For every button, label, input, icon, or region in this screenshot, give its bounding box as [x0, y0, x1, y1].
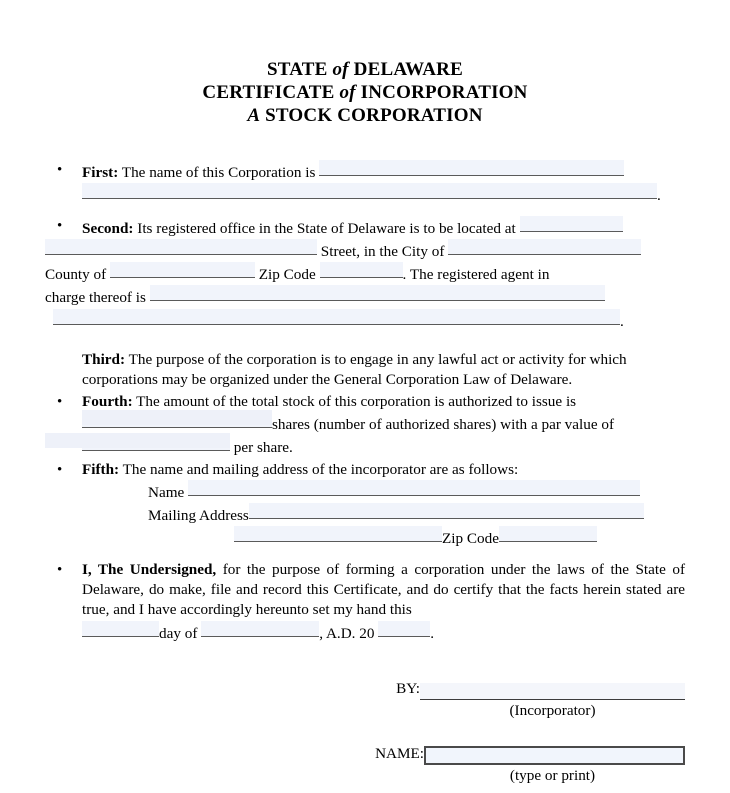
- clause-third-lead: Third:: [82, 351, 126, 369]
- bullet-marker-second: [57, 216, 62, 236]
- clause-first-lead: First:: [82, 164, 119, 181]
- clause-fifth-zip-row: [82, 526, 685, 549]
- clause-fourth-text: The amount of the total stock of this corporation is authorized to issue is: [132, 392, 577, 410]
- clause-second-lead: Second:: [82, 219, 134, 237]
- clause-second-charge-word: charge thereof is: [45, 289, 150, 307]
- label-name: NAME:: [375, 744, 424, 762]
- field-incorporator-zip[interactable]: [499, 526, 597, 542]
- title-line-3: [0, 104, 730, 127]
- signature-by-row: [45, 679, 685, 700]
- clause-second-street-word: Street, in the City of: [317, 242, 449, 260]
- clause-second-zip-word: Zip Code: [254, 266, 320, 284]
- label-by: BY:: [396, 679, 420, 697]
- clause-fifth-text: The name and mailing address of the incorporator are as follows:: [119, 460, 519, 478]
- clause-second-line3: [45, 262, 685, 285]
- title-line-2-italic: of: [339, 82, 356, 103]
- field-registered-agent-part1[interactable]: [150, 285, 605, 301]
- clause-undersigned-text: for the purpose of forming a corporation under the laws of the State of Delaware, do make, file and record this Certificate, and do certify that the facts herein stated are true, and I have accordingly hereunto set my hand this: [82, 560, 685, 619]
- title-line-1-post: DELAWARE: [348, 59, 463, 80]
- clause-undersigned-period: .: [430, 624, 435, 642]
- label-incorporator-name: Name: [148, 483, 189, 501]
- title-line-2-pre: CERTIFICATE: [202, 82, 340, 103]
- document-title: [0, 0, 730, 127]
- field-city[interactable]: [448, 239, 641, 255]
- clause-fifth: [45, 460, 685, 550]
- caption-type-or-print: (type or print): [509, 766, 596, 784]
- clause-second: [45, 216, 685, 332]
- signature-name-row: [45, 744, 685, 765]
- title-line-2-post: INCORPORATION: [355, 82, 528, 103]
- clause-fourth: [45, 392, 685, 459]
- clause-first: [45, 160, 685, 207]
- field-corporation-name-part1[interactable]: [319, 160, 624, 176]
- clause-fourth-shares-word: shares (number of authorized shares) with a par value of: [272, 415, 615, 433]
- bullet-marker-fourth: [57, 392, 62, 412]
- label-day-of: day of: [159, 624, 202, 642]
- title-line-1-italic: of: [332, 59, 349, 80]
- field-shares-tint: [82, 410, 272, 425]
- clause-fifth-name-row: [82, 480, 685, 503]
- field-registered-agent-part2[interactable]: [53, 309, 620, 325]
- field-incorporator-printed-name[interactable]: [424, 746, 685, 765]
- clause-second-text: Its registered office in the State of Delaware is to be located at: [133, 219, 520, 237]
- field-registered-office-address-part1[interactable]: [520, 216, 623, 232]
- document-body: [0, 160, 730, 644]
- clause-fourth-line3: [45, 435, 685, 458]
- field-incorporator-name[interactable]: [188, 480, 640, 496]
- field-incorporator-mailing-address[interactable]: [249, 503, 644, 519]
- title-line-1: [0, 58, 730, 81]
- clause-fourth-line2: [82, 412, 685, 435]
- clause-third: [45, 350, 685, 391]
- label-ad-year: , A.D. 20: [319, 624, 379, 642]
- clause-fourth-per-share-word: per share.: [230, 439, 293, 457]
- clause-second-after-zip: . The registered agent in: [402, 266, 550, 284]
- clause-undersigned-paragraph: [82, 560, 685, 621]
- field-year[interactable]: [378, 621, 430, 637]
- signature-block: [0, 679, 730, 786]
- label-incorporator-mailing-address: Mailing Address: [148, 507, 249, 525]
- clause-undersigned-lead: I, The Undersigned,: [82, 560, 217, 578]
- clause-second-line4: [45, 285, 685, 308]
- field-zip-code[interactable]: [320, 262, 403, 278]
- field-incorporator-signature[interactable]: [420, 683, 685, 700]
- field-day[interactable]: [82, 621, 159, 637]
- field-par-value-tint: [45, 433, 230, 448]
- clause-fifth-mailing-row: [82, 503, 685, 526]
- clause-first-period: .: [657, 187, 661, 205]
- field-incorporator-address-line2[interactable]: [234, 526, 442, 542]
- title-line-1-pre: STATE: [267, 59, 333, 80]
- clause-third-text: The purpose of the corporation is to engage in any lawful act or activity for which corporations may be organized under the General Corporation Law of Delaware.: [82, 351, 627, 389]
- clause-undersigned-date-row: [82, 621, 685, 644]
- clause-first-line2: [82, 183, 685, 206]
- clause-fourth-lead: Fourth:: [82, 392, 133, 410]
- field-county[interactable]: [110, 262, 255, 278]
- clause-fifth-lead: Fifth:: [82, 460, 120, 478]
- clause-second-period: .: [620, 312, 624, 330]
- bullet-marker-first: [57, 160, 62, 180]
- bullet-marker-undersigned: [57, 560, 62, 580]
- field-corporation-name-part2[interactable]: [82, 183, 657, 199]
- field-month[interactable]: [201, 621, 319, 637]
- title-line-3-post: STOCK CORPORATION: [260, 105, 483, 126]
- clause-first-text: The name of this Corporation is: [118, 164, 320, 181]
- clause-second-county-word: County of: [45, 266, 110, 284]
- clause-undersigned: [45, 560, 685, 644]
- label-incorporator-zip: Zip Code: [442, 530, 499, 548]
- field-registered-office-address-part2[interactable]: [45, 239, 317, 255]
- caption-incorporator: (Incorporator): [509, 701, 596, 719]
- clause-second-line5: [45, 309, 685, 332]
- title-line-2: [0, 81, 730, 104]
- bullet-marker-fifth: [57, 460, 62, 480]
- clause-second-line2: [45, 239, 685, 262]
- title-line-3-italic: A: [247, 105, 261, 126]
